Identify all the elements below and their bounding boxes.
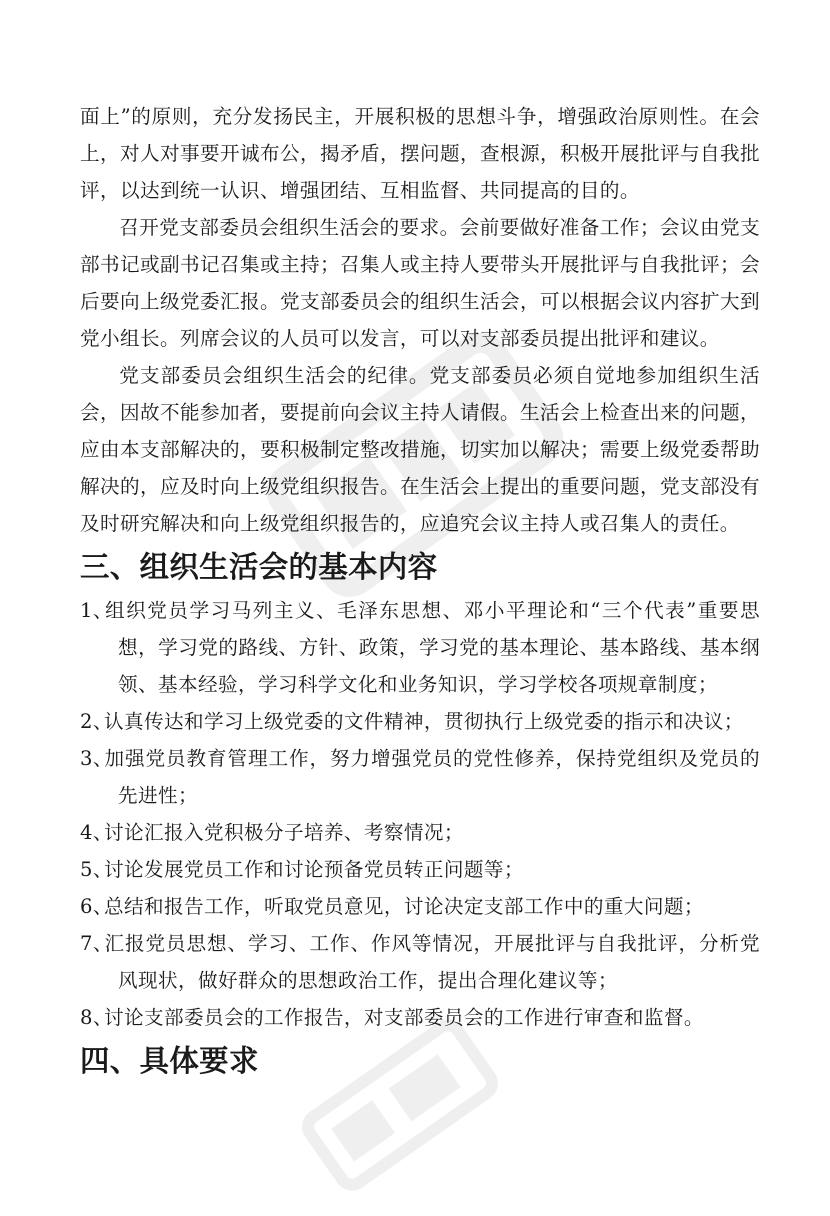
paragraph-continued: 面上”的原则，充分发扬民主，开展积极的思想斗争，增强政治原则性。在会上，对人对事要开诚布公，揭矛盾，摆问题，查根源，积极开展批评与自我批评，以达到统一认识、增强团结、互相监督、共同提高的目的。: [80, 105, 760, 202]
list-text: 讨论汇报入党积极分子培养、考察情况；: [104, 821, 464, 844]
content-list: [80, 592, 760, 1036]
list-item: [80, 740, 760, 814]
paragraph-meeting-discipline: 党支部委员会组织生活会的纪律。党支部委员必须自觉地参加组织生活会，因故不能参加者，要提前向会议主持人请假。生活会上检查出来的问题，应由本支部解决的，要积极制定整改措施，切实加以解决；需要上级党委帮助解决的，应及时向上级党组织报告。在生活会上提出的重要问题，党支部没有及时研究解决和向上级党组织报告的，应追究会议主持人或召集人的责任。: [80, 364, 760, 535]
list-item: [80, 888, 760, 925]
list-item: [80, 851, 760, 888]
list-number: 4、: [80, 821, 113, 844]
list-number: 5、: [80, 858, 113, 881]
paragraph-meeting-requirements: 召开党支部委员会组织生活会的要求。会前要做好准备工作；会议由党支部书记或副书记召集或主持；召集人或主持人要带头开展批评与自我批评；会后要向上级党委汇报。党支部委员会的组织生活会，可以根据会议内容扩大到党小组长。列席会议的人员可以发言，可以对支部委员提出批评和建议。: [80, 216, 760, 350]
list-item: [80, 592, 760, 703]
list-number: 3、: [80, 747, 113, 770]
section-heading-basic-content: 三、组织生活会的基本内容: [80, 549, 438, 584]
list-text: 组织党员学习马列主义、毛泽东思想、邓小平理论和“三个代表”重要思想，学习党的路线、方针、政策，学习党的基本理论、基本路线、基本纲领、基本经验，学习科学文化和业务知识，学习学校各项规章制度；: [104, 599, 760, 696]
list-number: 7、: [80, 932, 113, 955]
list-number: 2、: [80, 710, 113, 733]
section-heading-specific-requirements: 四、具体要求: [80, 1043, 259, 1078]
list-item: [80, 925, 760, 999]
list-item: [80, 999, 760, 1036]
list-text: 认真传达和学习上级党委的文件精神，贯彻执行上级党委的指示和决议；: [104, 710, 744, 733]
list-text: 总结和报告工作，听取党员意见，讨论决定支部工作中的重大问题；: [104, 895, 704, 918]
list-text: 讨论支部委员会的工作报告，对支部委员会的工作进行审查和监督。: [104, 1006, 704, 1029]
list-text: 加强党员教育管理工作，努力增强党员的党性修养，保持党组织及党员的先进性；: [104, 747, 760, 807]
list-number: 8、: [80, 1006, 113, 1029]
list-number: 1、: [80, 599, 113, 622]
list-number: 6、: [80, 895, 113, 918]
list-item: [80, 814, 760, 851]
list-text: 讨论发展党员工作和讨论预备党员转正问题等；: [104, 858, 524, 881]
document-body: [80, 98, 760, 1086]
list-text: 汇报党员思想、学习、工作、作风等情况，开展批评与自我批评，分析党风现状，做好群众的思想政治工作，提出合理化建议等；: [104, 932, 760, 992]
list-item: [80, 703, 760, 740]
